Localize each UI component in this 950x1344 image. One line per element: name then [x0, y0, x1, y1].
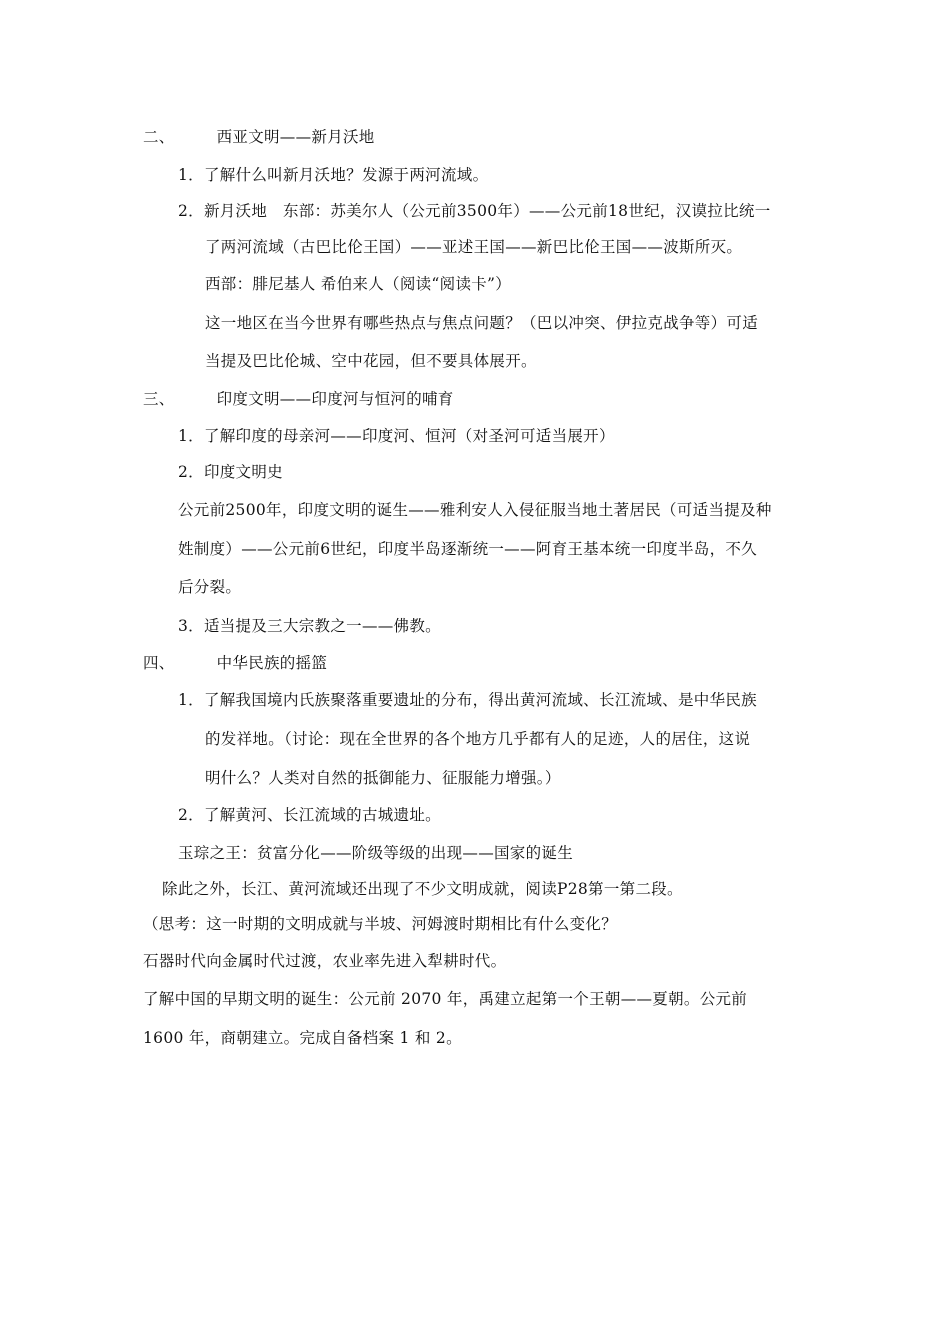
section-number: 四、 [143, 654, 175, 672]
paragraph-line: 1600 年，商朝建立。完成自备档案 1 和 2。 [143, 1029, 462, 1047]
paragraph-line: 公元前2500年，印度文明的诞生——雅利安人入侵征服当地土著居民（可适当提及种 [178, 501, 772, 519]
paragraph-line: 的发祥地。（讨论：现在全世界的各个地方几乎都有人的足迹，人的居住，这说 [205, 730, 751, 748]
paragraph-line: 石器时代向金属时代过渡，农业率先进入犁耕时代。 [143, 952, 507, 970]
list-item: 1．了解我国境内氏族聚落重要遗址的分布，得出黄河流域、长江流域、是中华民族 [178, 691, 757, 709]
section-heading-china [143, 653, 327, 673]
list-item: 1．了解印度的母亲河——印度河、恒河（对圣河可适当展开） [178, 427, 615, 445]
paragraph-line: 了两河流域（古巴比伦王国）——亚述王国——新巴比伦王国——波斯所灭。 [205, 238, 743, 256]
section-number: 二、 [143, 128, 175, 146]
section-heading-india [143, 389, 454, 409]
section-title: 印度文明——印度河与恒河的哺育 [216, 390, 454, 408]
paragraph-line: 除此之外，长江、黄河流域还出现了不少文明成就，阅读P28第一第二段。 [162, 880, 683, 898]
section-heading-west-asia [143, 127, 375, 147]
list-item: 1．了解什么叫新月沃地？发源于两河流域。 [178, 166, 489, 184]
list-item: 2．印度文明史 [178, 463, 283, 481]
paragraph-line: 当提及巴比伦城、空中花园，但不要具体展开。 [205, 352, 537, 370]
section-title: 西亚文明——新月沃地 [216, 128, 375, 146]
section-title: 中华民族的摇篮 [216, 654, 328, 672]
paragraph-line: 了解中国的早期文明的诞生：公元前 2070 年，禹建立起第一个王朝——夏朝。公元前 [143, 990, 748, 1008]
paragraph-line: 后分裂。 [178, 578, 242, 596]
paragraph-line: 这一地区在当今世界有哪些热点与焦点问题？（巴以冲突、伊拉克战争等）可适 [205, 314, 759, 332]
paragraph-line: 明什么？人类对自然的抵御能力、征服能力增强。） [205, 769, 561, 787]
paragraph-line: 西部：腓尼基人 希伯来人（阅读“阅读卡”） [205, 275, 512, 293]
paragraph-line: 姓制度）——公元前6世纪，印度半岛逐渐统一——阿育王基本统一印度半岛，不久 [178, 540, 757, 558]
list-item: 2．新月沃地 东部：苏美尔人（公元前3500年）——公元前18世纪，汉谟拉比统一 [178, 202, 771, 220]
section-number: 三、 [143, 390, 175, 408]
list-item: 2．了解黄河、长江流域的古城遗址。 [178, 806, 441, 824]
paragraph-line: 玉琮之王：贫富分化——阶级等级的出现——国家的诞生 [178, 844, 574, 862]
paragraph-line: （思考：这一时期的文明成就与半坡、河姆渡时期相比有什么变化？ [143, 915, 618, 933]
list-item: 3．适当提及三大宗教之一——佛教。 [178, 617, 441, 635]
